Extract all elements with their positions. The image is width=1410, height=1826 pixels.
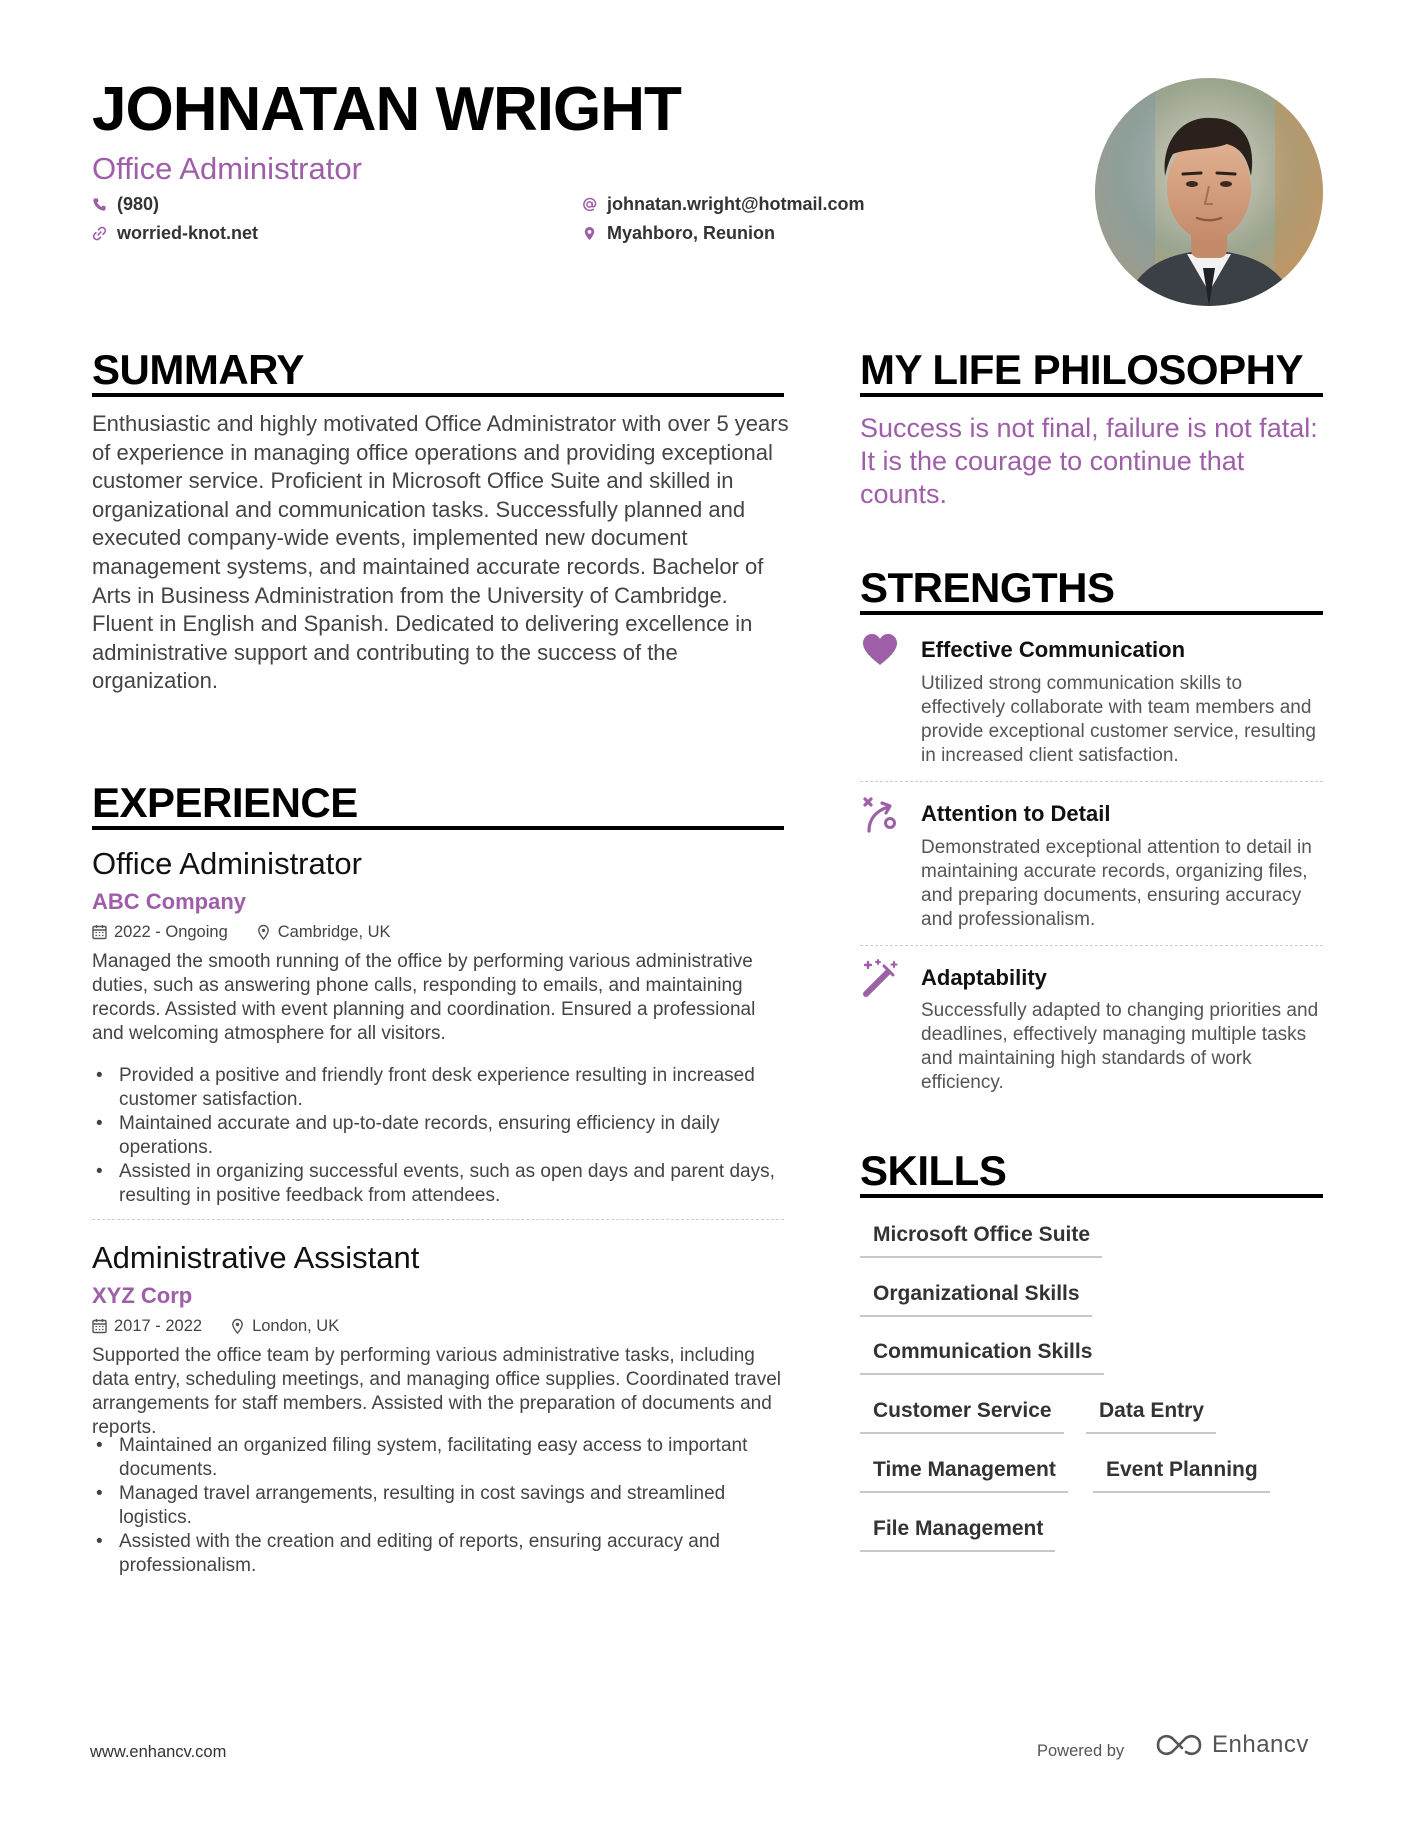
location-pin-icon <box>582 226 597 241</box>
footer-brand-name: Enhancv <box>1212 1731 1309 1758</box>
experience-rule <box>92 826 784 830</box>
location-pin-icon <box>230 1318 245 1334</box>
skill-tag: Time Management <box>860 1457 1068 1493</box>
summary-rule <box>92 393 784 397</box>
job-bullets <box>92 1064 792 1208</box>
strength-title: Adaptability <box>921 965 1047 990</box>
summary-text: Enthusiastic and highly motivated Office Administrator with over 5 years of experience in managing office operations and providing exceptional customer service. Proficient in Microsoft Office Suite and skilled in organizational and communication tasks. Successfully planned and executed company-wide events, implemented new document management systems, and maintained accurate records. Bachelor of Arts in Business Administration from the University of Cambridge. Fluent in English and Spanish. Dedicated to delivering excellence in administrative support and contributing to the success of the organization. <box>92 411 789 694</box>
philosophy-rule <box>860 393 1323 397</box>
calendar-icon <box>92 924 107 940</box>
footer-website[interactable]: www.enhancv.com <box>90 1743 227 1761</box>
list-item: • Maintained an organized filing system, facilitating easy access to important documents. <box>92 1434 792 1482</box>
company-name: ABC Company <box>92 889 247 914</box>
job-location: London, UK <box>252 1317 340 1335</box>
heart-icon <box>860 630 900 670</box>
list-item: • Managed travel arrangements, resulting in cost savings and streamlined logistics. <box>92 1482 792 1530</box>
strength-title: Effective Communication <box>921 637 1186 662</box>
job-location: Cambridge, UK <box>277 923 391 941</box>
job-title: Office Administrator <box>92 846 362 881</box>
philosophy-quote: Success is not final, failure is not fatal: It is the courage to continue that counts. <box>860 413 1318 509</box>
strength-title: Attention to Detail <box>921 801 1111 826</box>
link-icon <box>92 226 107 241</box>
magic-wand-icon <box>860 958 900 998</box>
job-meta <box>92 924 419 941</box>
job-dates: 2017 - 2022 <box>114 1317 203 1335</box>
contact-email[interactable] <box>582 195 865 213</box>
job-separator <box>92 1219 784 1220</box>
job-description: Managed the smooth running of the office by performing various administrative duties, such as answering phone calls, responding to emails, and maintaining records. Assisted with event planning and coordination. Ensured a professional and welcoming atmosphere for all visitors. <box>92 951 756 1044</box>
strengths-heading: STRENGTHS <box>860 564 1115 611</box>
location-pin-icon <box>256 924 271 940</box>
candidate-role: Office Administrator <box>92 151 362 186</box>
strength-description: Successfully adapted to changing priorities and deadlines, effectively managing multiple tasks and maintaining high standards of work efficiency. <box>921 1000 1319 1093</box>
company-name: XYZ Corp <box>92 1283 193 1308</box>
phone-text: (980) <box>117 194 160 214</box>
footer-powered-by: Powered by <box>1037 1742 1125 1760</box>
experience-heading: EXPERIENCE <box>92 779 358 826</box>
philosophy-heading: MY LIFE PHILOSOPHY <box>860 346 1303 393</box>
skills-rule <box>860 1194 1323 1198</box>
list-item: • Assisted with the creation and editing of reports, ensuring accuracy and professionalism. <box>92 1530 792 1578</box>
list-item: • Maintained accurate and up-to-date records, ensuring efficiency in daily operations. <box>92 1112 792 1160</box>
phone-icon <box>92 197 107 212</box>
job-bullets <box>92 1434 792 1578</box>
job-description: Supported the office team by performing various administrative tasks, including data entry, scheduling meetings, and managing office supplies. Coordinated travel arrangements for staff members. Assisted with the preparation of documents and reports. <box>92 1345 782 1438</box>
skill-tag: Organizational Skills <box>860 1281 1092 1317</box>
job-title: Administrative Assistant <box>92 1240 420 1275</box>
strength-description: Utilized strong communication skills to effectively collaborate with team members and provide exceptional customer service, resulting in increased client satisfaction. <box>921 673 1316 766</box>
contact-website[interactable] <box>92 224 258 242</box>
calendar-icon <box>92 1318 107 1334</box>
list-item: • Provided a positive and friendly front desk experience resulting in increased customer satisfaction. <box>92 1064 792 1112</box>
strength-description: Demonstrated exceptional attention to detail in maintaining accurate records, organizing files, and preparing documents, ensuring accuracy and professionalism. <box>921 837 1312 930</box>
footer-brand-logo[interactable] <box>1156 1733 1309 1757</box>
summary-heading: SUMMARY <box>92 346 304 393</box>
enhancv-logo-icon <box>1156 1733 1202 1757</box>
website-text: worried-knot.net <box>117 223 259 243</box>
skills-heading: SKILLS <box>860 1147 1007 1194</box>
job-meta <box>92 1318 367 1335</box>
candidate-name: JOHNATAN WRIGHT <box>92 75 681 144</box>
at-icon <box>582 197 597 212</box>
strength-separator <box>860 945 1323 946</box>
skill-tag: Customer Service <box>860 1398 1064 1434</box>
strengths-rule <box>860 611 1323 615</box>
skill-tag: Communication Skills <box>860 1339 1104 1375</box>
skill-tag: Data Entry <box>1086 1398 1216 1434</box>
list-item: • Assisted in organizing successful events, such as open days and parent days, resulting in positive feedback from attendees. <box>92 1160 792 1208</box>
job-dates: 2022 - Ongoing <box>114 923 228 941</box>
profile-photo <box>1095 78 1323 306</box>
skill-tag: File Management <box>860 1516 1055 1552</box>
email-text: johnatan.wright@hotmail.com <box>607 194 865 214</box>
location-text: Myahboro, Reunion <box>607 223 775 243</box>
target-path-icon <box>860 795 900 835</box>
skill-tag: Microsoft Office Suite <box>860 1222 1102 1258</box>
skill-tag: Event Planning <box>1093 1457 1270 1493</box>
contact-location <box>582 224 775 242</box>
contact-phone <box>92 195 159 213</box>
strength-separator <box>860 781 1323 782</box>
